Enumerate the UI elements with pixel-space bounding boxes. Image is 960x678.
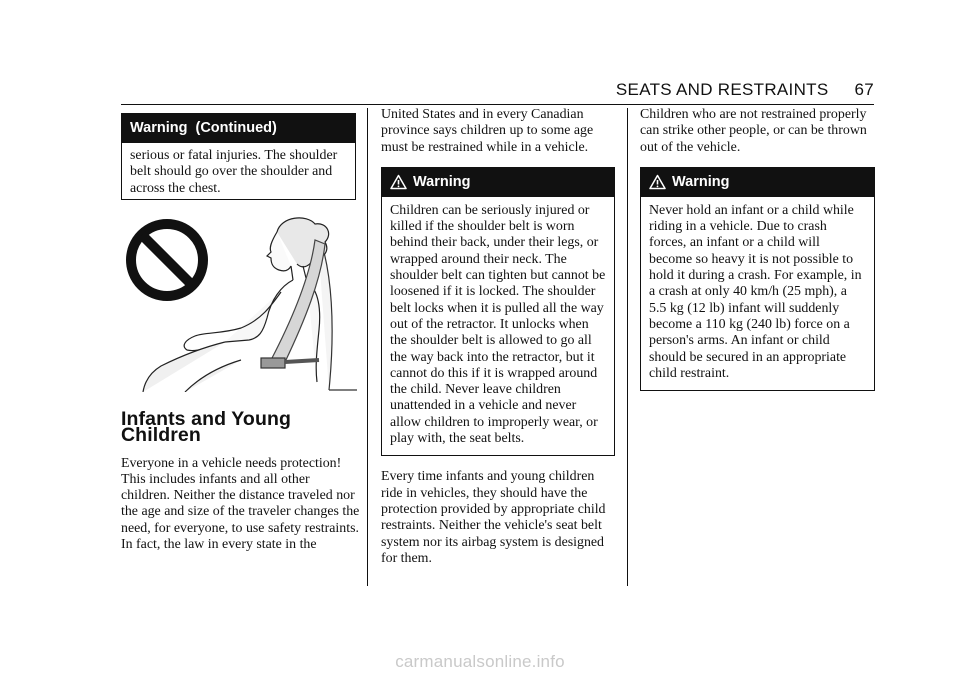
column-3 — [640, 107, 876, 391]
page-header — [616, 80, 874, 100]
column-3-intro: Children who are not restrained properly can strike other people, or can be thrown out of the vehicle. — [640, 107, 867, 155]
column-2-paragraph: Every time infants and young children ride in vehicles, they should have the protection provided by appropriate child restraints. Neither the vehicle's seat belt system nor its airbag system is designed for them. — [381, 469, 606, 566]
warning-body: Children can be seriously injured or killed if the shoulder belt is worn behind their back, under their legs, or wrapped around their neck. The shoulder belt can tighten but cannot be loosened if it is locked. The shoulder belt locks when it is pulled all the way out of the retractor. It unlocks when the shoulder belt is allowed to go all the way back into the retractor, but it cannot do this if it is wrapped around the child. Never leave children unattended in a vehicle and never allow children to improperly wear, or play with, the seat belts. — [390, 202, 606, 447]
column-divider-1 — [367, 108, 368, 586]
warning-title: Warning — [413, 173, 471, 190]
warning-header — [382, 168, 614, 197]
warning-body: Never hold an infant or a child while riding in a vehicle. Due to crash forces, an infant or a child will become so heavy it is not possible to hold it during a crash. For example, in a crash at only 40 km/h (25 mph), a 5.5 kg (12 lb) infant will suddenly become a 110 kg (240 lb) force on a person's arms. An infant or child should be secured in an appropriate child restraint. — [649, 202, 862, 381]
watermark: carmanualsonline.info — [395, 652, 565, 671]
header-rule — [121, 104, 874, 105]
illustration-svg — [121, 210, 357, 392]
column-2-intro: United States and in every Canadian province says children up to some age must be restrained while in a vehicle. — [381, 107, 594, 155]
column-1-lower — [121, 408, 361, 553]
warning-title: Warning — [672, 173, 730, 190]
warning-box-shoulder-belt — [381, 167, 615, 456]
column-1 — [121, 113, 356, 200]
warning-triangle-icon — [390, 174, 407, 190]
section-title: Infants and Young Children — [121, 408, 291, 447]
warning-continued-title: Warning (Continued) — [130, 120, 277, 136]
warning-box-hold-child — [640, 167, 875, 391]
section-heading: SEATS AND RESTRAINTS — [615, 80, 829, 99]
column-2 — [381, 107, 615, 567]
page-number: 67 — [854, 80, 874, 99]
warning-triangle-icon — [649, 174, 666, 190]
warning-continued-body: serious or fatal injuries. The shoulder belt should go over the shoulder and across the chest. — [130, 148, 338, 196]
warning-continued-box — [121, 113, 356, 200]
warning-continued-header — [122, 114, 355, 143]
warning-header — [641, 168, 874, 197]
seat-belt-illustration — [121, 210, 357, 392]
prohibited-icon — [131, 224, 203, 296]
seated-woman-figure — [143, 218, 357, 392]
column-divider-2 — [627, 108, 628, 586]
infants-paragraph: Everyone in a vehicle needs protection! This includes infants and all other children. Neither the distance traveled nor the age and size of the traveler changes the need, for everyone, to use safety restraints. In fact, the law in every state in the — [121, 455, 360, 553]
